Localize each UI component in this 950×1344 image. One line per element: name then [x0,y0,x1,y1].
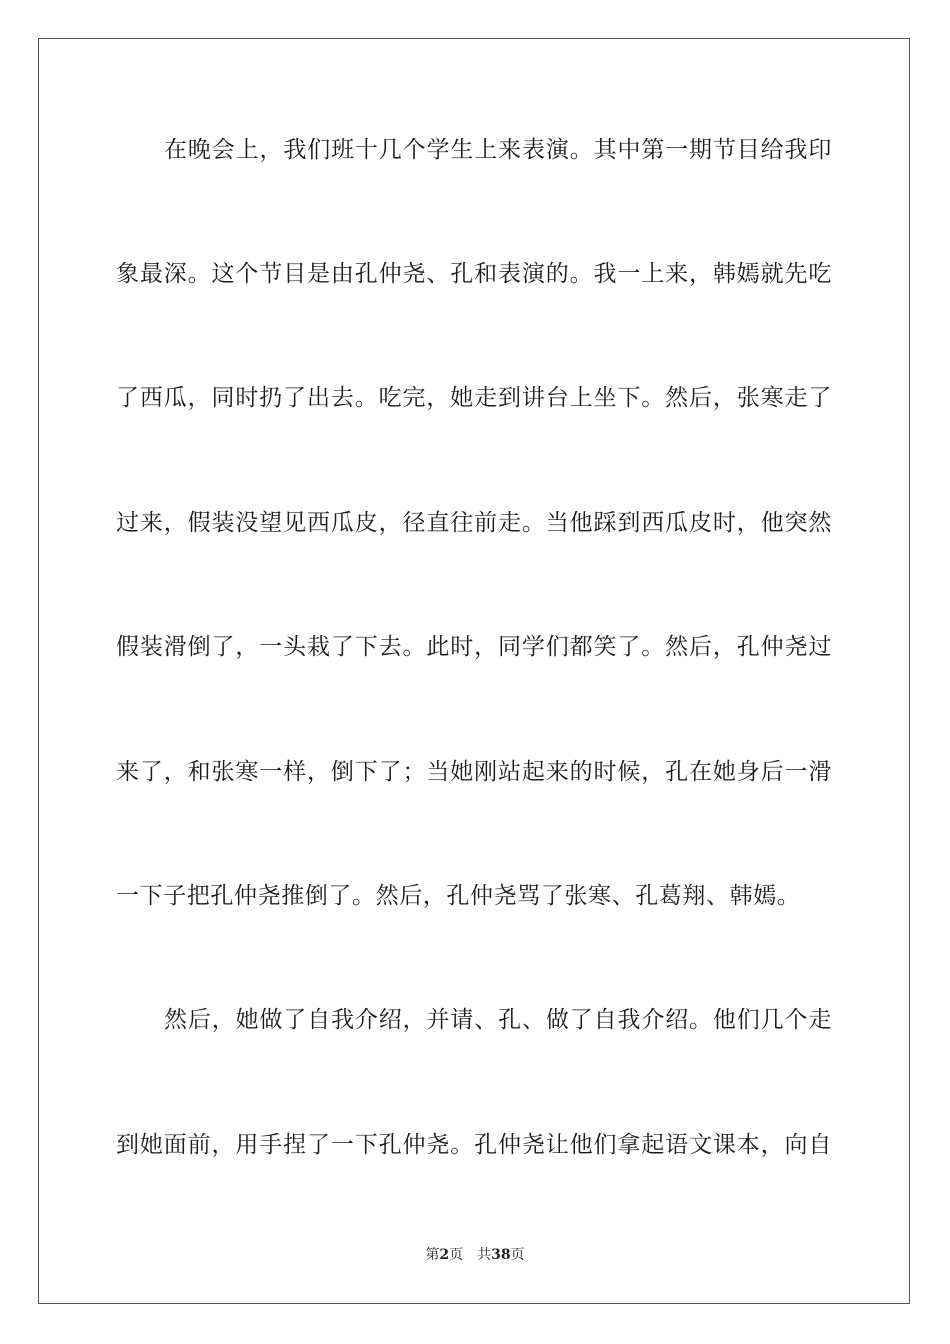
paragraph-1-line-7: 一下子把孔仲尧推倒了。然后，孔仲尧骂了张寒、孔葛翔、韩嫣。 [116,883,801,909]
paragraph-2-line-2: 到她面前，用手捏了一下孔仲尧。孔仲尧让他们拿起语文课本，向自 [116,1132,832,1158]
paragraph-1-line-5: 假装滑倒了，一头栽了下去。此时，同学们都笑了。然后，孔仲尧过 [116,634,832,660]
page-number: 2 [439,1247,450,1263]
paragraph-1-line-2: 象最深。这个节目是由孔仲尧、孔和表演的。我一上来，韩嫣就先吃 [116,261,832,287]
page-border [38,38,910,1304]
page-prefix: 第 [425,1247,440,1263]
total-prefix: 共 [477,1247,492,1263]
paragraph-2-line-1: 然后，她做了自我介绍，并请、孔、做了自我介绍。他们几个走 [164,1007,832,1033]
total-pages: 38 [491,1247,511,1263]
paragraph-1-line-4: 过来，假装没望见西瓜皮，径直往前走。当他踩到西瓜皮时，他突然 [116,510,832,536]
page-suffix: 页 [449,1247,464,1263]
paragraph-1-line-3: 了西瓜，同时扔了出去。吃完，她走到讲台上坐下。然后，张寒走了 [116,385,832,411]
total-suffix: 页 [510,1247,525,1263]
paragraph-1-line-1: 在晚会上，我们班十几个学生上来表演。其中第一期节目给我印 [164,137,832,163]
page-footer [0,1245,950,1265]
paragraph-1-line-6: 来了，和张寒一样，倒下了；当她刚站起来的时候，孔在她身后一滑 [116,759,832,785]
